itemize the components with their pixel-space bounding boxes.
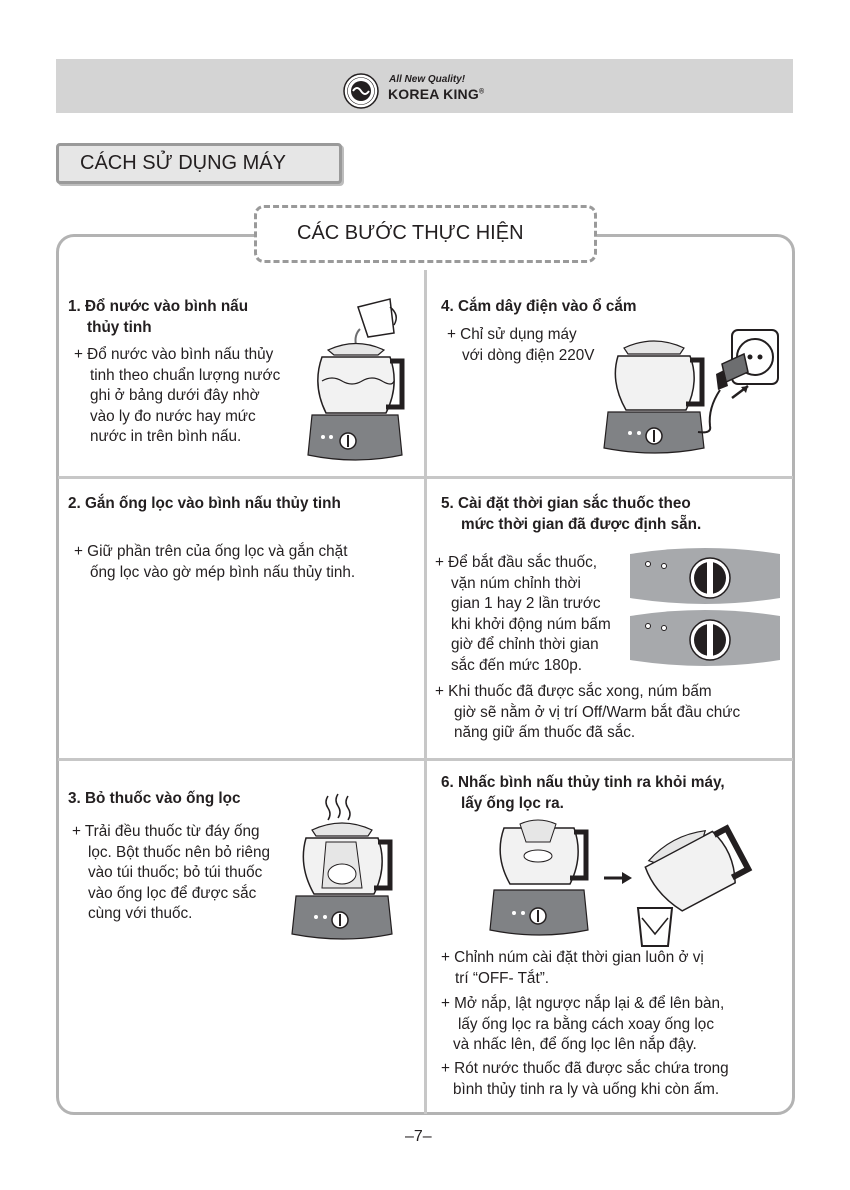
- step-2-heading: 2. Gắn ống lọc vào bình nấu thủy tinh: [68, 495, 341, 512]
- timer-dial-icon: [630, 548, 780, 606]
- plug-icon: [692, 328, 782, 438]
- step-3-text: + Trải đều thuốc từ đáy ống lọc. Bột thuốc nên bỏ riêng vào túi thuốc; bỏ túi thuốc vào ống lọc để được sắc cùng với thuốc.: [72, 823, 270, 922]
- step-6-text-3: + Rót nước thuốc đã được sắc chứa trong bình thủy tinh ra ly và uống khi còn ấm.: [441, 1060, 729, 1098]
- step-6-heading: 6. Nhấc bình nấu thủy tinh ra khỏi máy, lấy ống lọc ra.: [441, 774, 725, 812]
- arrow-icon: [732, 386, 748, 398]
- kettle-icon: [298, 295, 408, 465]
- step-2-text: + Giữ phần trên của ống lọc và gắn chặt ống lọc vào gờ mép bình nấu thủy tinh.: [74, 543, 356, 581]
- pouring-kettle-icon: [630, 822, 760, 952]
- row-divider: [58, 476, 793, 479]
- step-6-text-1: + Chỉnh núm cài đặt thời gian luôn ở vị trí “OFF- Tắt”.: [441, 949, 704, 987]
- step-4-text: + Chỉ sử dụng máy với dòng điện 220V: [447, 326, 595, 364]
- brand-name: KOREA KING®: [388, 86, 485, 102]
- page-number: –7–: [405, 1128, 432, 1145]
- steps-title: CÁC BƯỚC THỰC HIỆN: [297, 222, 524, 244]
- cup-icon: [638, 908, 672, 946]
- step-5-text: + Để bắt đầu sắc thuốc, vặn núm chỉnh thời gian 1 hay 2 lần trước khi khởi động núm bấm giờ để chỉnh thời gian sắc đến mức 180p.: [435, 554, 611, 674]
- section-title: CÁCH SỬ DỤNG MÁY: [80, 152, 286, 174]
- step-5-text-2: + Khi thuốc đã được sắc xong, núm bấm giờ sẽ nằm ở vị trí Off/Warm bắt đầu chức năng giữ ấm thuốc đã sắc.: [435, 683, 741, 741]
- arrow-icon: [604, 871, 632, 885]
- timer-dial-icon: [630, 610, 780, 668]
- brand-logo-icon: [343, 73, 379, 109]
- column-divider: [424, 270, 427, 1114]
- step-5-heading: 5. Cài đặt thời gian sắc thuốc theo mức thời gian đã được định sẵn.: [441, 495, 702, 533]
- row-divider: [58, 758, 793, 761]
- step-4-heading: 4. Cắm dây điện vào ổ cắm: [441, 298, 637, 315]
- step-6-text-2: + Mở nắp, lật ngược nắp lại & để lên bàn, lấy ống lọc ra bằng cách xoay ống lọc và nhấc lên, để ống lọc lên nắp đậy.: [441, 995, 725, 1053]
- step-1-heading: 1. Đổ nước vào bình nấu thủy tinh: [68, 298, 249, 336]
- kettle-icon: [490, 818, 590, 943]
- steam-icon: [326, 794, 350, 820]
- step-3-heading: 3. Bỏ thuốc vào ống lọc: [68, 790, 241, 807]
- pitcher-icon: [356, 299, 397, 345]
- brand-tagline: All New Quality!: [389, 74, 466, 85]
- step-1-text: + Đổ nước vào bình nấu thủy tinh theo chuẩn lượng nước ghi ở bảng dưới đây nhờ vào ly đo nước hay mức nước in trên bình nấu.: [74, 346, 281, 445]
- kettle-icon: [290, 792, 400, 947]
